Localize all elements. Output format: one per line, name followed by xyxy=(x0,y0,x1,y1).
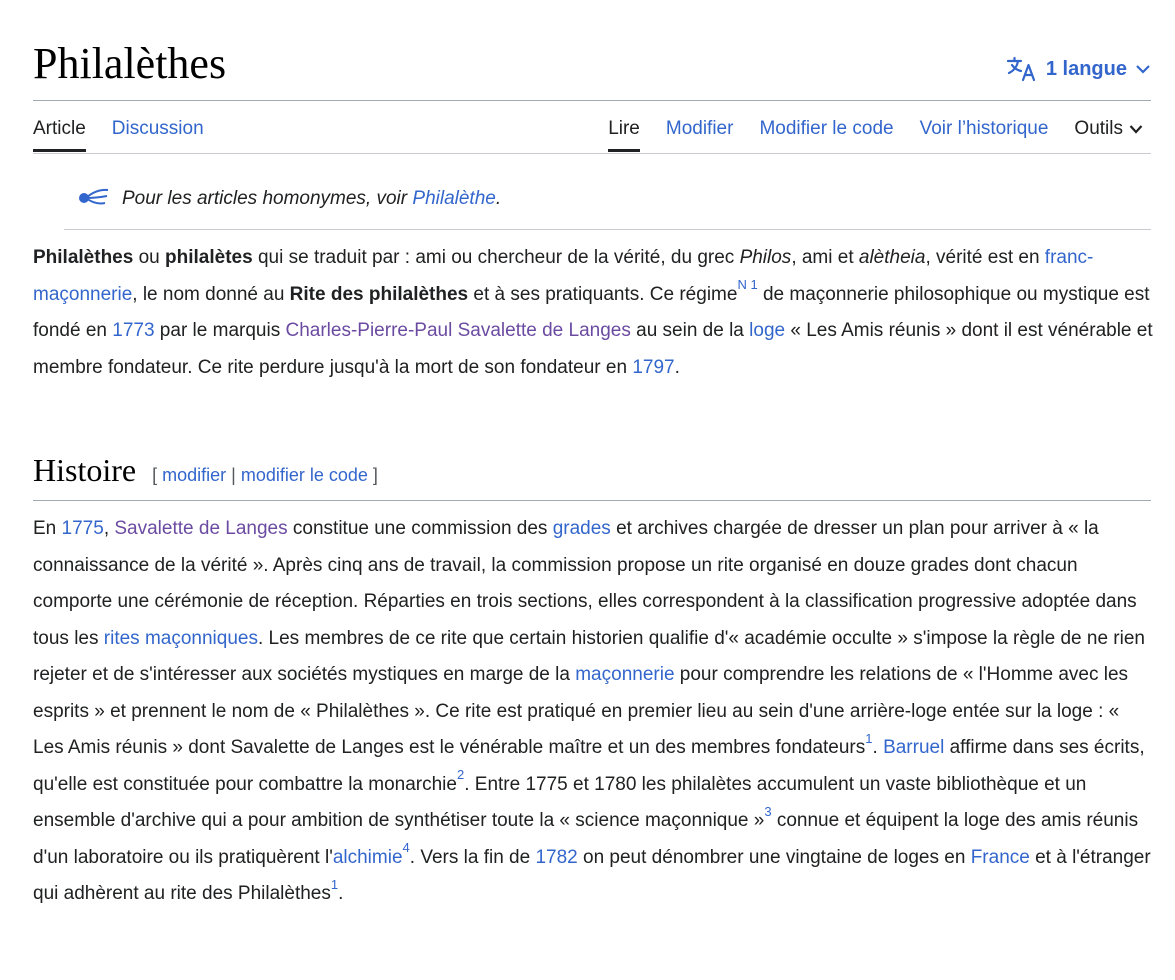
bold-term: Rite des philalèthes xyxy=(289,283,469,305)
article-link[interactable]: rites maçonniques xyxy=(103,627,258,649)
hatnote xyxy=(78,187,501,211)
chevron-down-icon xyxy=(1129,118,1143,140)
tab-edit[interactable]: Modifier xyxy=(665,118,734,139)
footnote-ref[interactable]: 2 xyxy=(456,767,465,783)
text-run: et archives chargée de dresser un plan pour arriver à « la connaissance de la vérité ». Après cinq ans de travail, la commission propose un rite organisé en douze grades dont chacun comporte une cérémonie de réception. Réparties en trois sections, elles correspondent à la classification progressive adoptée dans tous les xyxy=(33,518,1137,649)
article-link[interactable]: 1782 xyxy=(535,846,578,868)
article-link[interactable]: 1775 xyxy=(61,518,104,539)
article-link[interactable]: maçonnerie xyxy=(575,664,675,685)
text-run: constitue une commission des xyxy=(287,518,553,539)
translate-icon xyxy=(1006,56,1038,82)
article-link[interactable]: loge xyxy=(749,320,786,341)
footnote-ref[interactable]: 1 xyxy=(865,730,873,746)
article-link[interactable]: France xyxy=(970,846,1030,868)
article-link[interactable]: 1773 xyxy=(112,320,155,341)
footnote-ref[interactable]: 3 xyxy=(764,803,772,819)
namespace-tabs xyxy=(33,118,230,150)
text-run: et à ses pratiquants. Ce régime xyxy=(468,283,738,305)
article-link[interactable]: franc-maçonnerie xyxy=(33,247,1094,305)
text-run: . Entre 1775 et 1780 les philalètes accumulent un vaste bibliothèque et un ensemble d'archive qui a pour ambition de synthétiser toute la « science maçonnique » xyxy=(33,773,1087,831)
text-run: ou xyxy=(133,247,166,268)
text-run: , xyxy=(103,518,115,539)
bold-term: philalètes xyxy=(165,247,253,268)
article-link[interactable]: alchimie xyxy=(332,846,403,868)
disambiguation-icon xyxy=(78,187,110,211)
footnote-ref[interactable]: 1 xyxy=(330,876,339,892)
text-run: . xyxy=(872,737,884,758)
text-run: par le marquis xyxy=(154,320,286,341)
section-edit-links: [ modifier | modifier le code ] xyxy=(152,465,378,485)
title-divider xyxy=(33,100,1151,101)
italic-term: alètheia xyxy=(858,247,926,268)
section-divider xyxy=(33,500,1151,501)
section-heading xyxy=(33,452,378,489)
tools-menu-label: Outils xyxy=(1074,118,1123,139)
hatnote-link[interactable]: Philalèthe xyxy=(412,188,496,209)
tab-article[interactable]: Article xyxy=(33,118,86,150)
histoire-paragraph xyxy=(33,511,1153,913)
language-button[interactable] xyxy=(1006,56,1151,82)
section-edit-link[interactable]: modifier xyxy=(162,465,227,485)
bold-term: Philalèthes xyxy=(33,247,134,268)
footnote-ref[interactable]: N 1 xyxy=(737,277,758,293)
section-title: Histoire xyxy=(33,452,137,488)
article-link[interactable]: Barruel xyxy=(883,737,945,758)
text-run: En xyxy=(33,518,62,539)
text-run: affirme dans ses écrits, qu'elle est constituée pour combattre la monarchie xyxy=(33,737,1145,795)
article-link[interactable]: 1797 xyxy=(632,356,675,378)
tab-discussion[interactable]: Discussion xyxy=(111,118,204,139)
text-run: et à l'étranger qui adhèrent au rite des Philalèthes xyxy=(33,846,1151,904)
language-button-label: 1 langue xyxy=(1045,57,1127,80)
tab-history[interactable]: Voir l’historique xyxy=(919,118,1049,139)
text-run: pour comprendre les relations de « l'Homme avec les esprits » et prennent le nom de « Philalèthes ». Ce rite est pratiqué en premier lieu au sein d'une arrière-loge entée sur la loge : « Les Amis réunis » dont Savalette de Langes est le vénérable maître et un des membres fondateurs xyxy=(33,664,1129,758)
text-run: , vérité est en xyxy=(925,247,1045,268)
text-run: . Vers la fin de xyxy=(409,846,536,868)
text-run: qui se traduit par : ami ou chercheur de la vérité, du grec xyxy=(252,247,740,268)
text-run: , le nom donné au xyxy=(132,283,290,305)
article-link[interactable]: grades xyxy=(552,518,611,539)
section-edit-code-link[interactable]: modifier le code xyxy=(240,465,368,485)
text-run: au sein de la xyxy=(630,320,750,341)
text-run: , ami et xyxy=(791,247,859,268)
text-run: on peut dénombrer une vingtaine de loges en xyxy=(577,846,971,868)
tools-menu[interactable] xyxy=(1074,118,1143,150)
intro-paragraph xyxy=(33,240,1153,386)
hatnote-text: Pour les articles homonymes, voir Philalèthe. xyxy=(122,188,502,209)
tab-edit-source[interactable]: Modifier le code xyxy=(759,118,894,139)
text-run: . xyxy=(674,356,680,378)
chevron-down-icon xyxy=(1135,63,1151,75)
footnote-ref[interactable]: 4 xyxy=(402,840,410,856)
italic-term: Philos xyxy=(739,247,792,268)
page-title: Philalèthes xyxy=(33,39,227,88)
view-tabs xyxy=(582,118,1143,150)
tabs-divider xyxy=(33,153,1151,154)
text-run: « Les Amis réunis » dont il est vénérable et membre fondateur. Ce rite perdure jusqu'à la mort de son fondateur en xyxy=(33,320,1153,378)
text-run: . Les membres de ce rite que certain historien qualifie d'« académie occulte » s'impose la règle de ne rien rejeter et de s'intéresser aux sociétés mystiques en marge de la xyxy=(33,627,1145,685)
visited-link[interactable]: Charles-Pierre-Paul Savalette de Langes xyxy=(285,320,631,341)
tab-read[interactable]: Lire xyxy=(608,118,640,150)
text-run: de maçonnerie philosophique ou mystique est fondé en xyxy=(33,283,1150,341)
hatnote-divider xyxy=(64,229,1151,230)
visited-link[interactable]: Savalette de Langes xyxy=(114,518,288,539)
text-run: connue et équipent la loge des amis réunis d'un laboratoire ou ils pratiquèrent l' xyxy=(33,810,1139,868)
text-run: . xyxy=(338,883,344,904)
